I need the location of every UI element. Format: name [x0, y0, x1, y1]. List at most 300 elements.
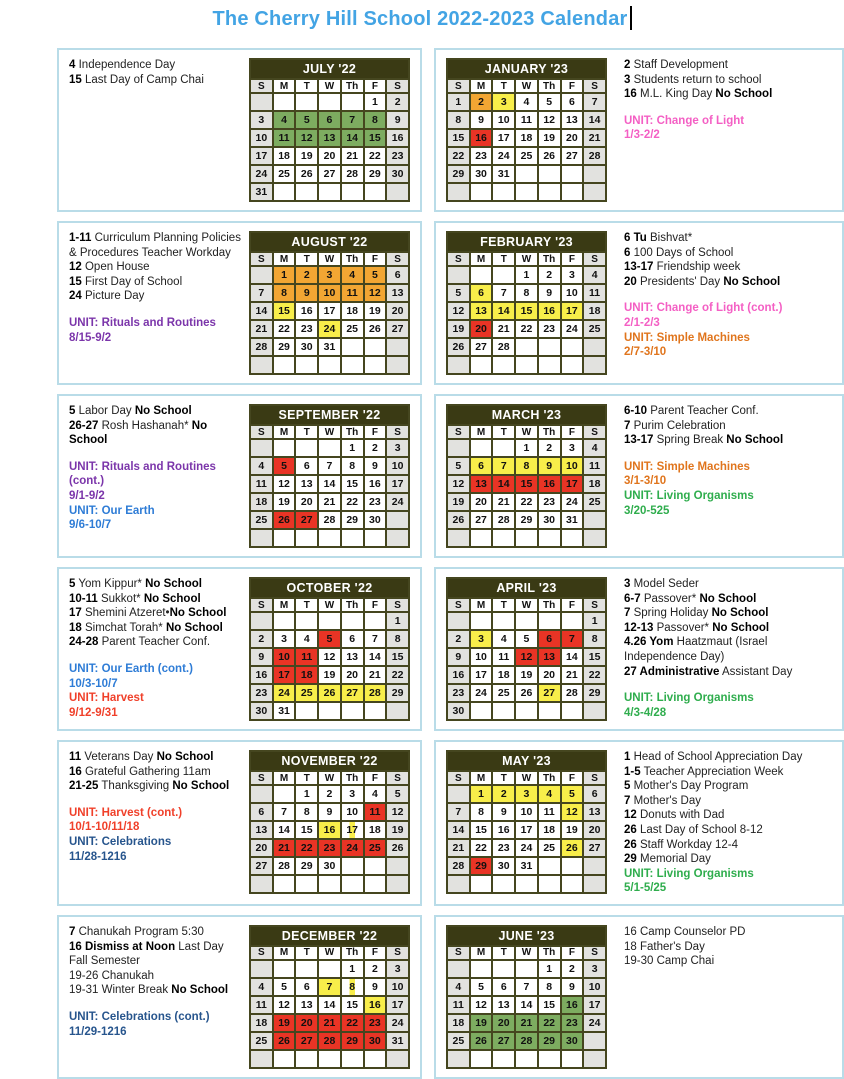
unit-note: UNIT: Our Earth [69, 504, 155, 517]
month-table [446, 577, 607, 721]
day-cell: 24 [273, 684, 296, 702]
day-cell [583, 1050, 606, 1068]
day-cell: 27 [583, 839, 606, 857]
day-cell: 4 [492, 630, 515, 648]
day-cell: 3 [561, 439, 584, 457]
event-note-strong: 21-25 [69, 780, 99, 793]
month-panel-right [434, 740, 844, 906]
day-cell: 19 [386, 821, 409, 839]
day-cell: 23 [318, 839, 341, 857]
week-row [447, 320, 606, 338]
day-cell: 25 [364, 839, 387, 857]
day-cell: 23 [492, 839, 515, 857]
event-note [69, 289, 243, 304]
day-cell: 15 [538, 996, 561, 1014]
day-cell: 21 [492, 493, 515, 511]
day-of-week-header: S [250, 252, 273, 266]
day-cell: 14 [492, 302, 515, 320]
day-cell: 13 [318, 129, 341, 147]
day-cell: 21 [318, 493, 341, 511]
day-of-week-header: Th [341, 771, 364, 785]
day-of-week-header: W [515, 771, 538, 785]
day-cell: 31 [386, 1032, 409, 1050]
day-cell: 13 [250, 821, 273, 839]
day-of-week-header: M [470, 598, 493, 612]
week-row [447, 457, 606, 475]
month-panel-left [57, 221, 422, 385]
day-cell [341, 93, 364, 111]
day-cell [318, 529, 341, 547]
week-row [250, 1032, 409, 1050]
unit-note: UNIT: Living Organisms [624, 489, 754, 502]
day-of-week-header: Th [341, 946, 364, 960]
day-cell: 8 [273, 284, 296, 302]
day-cell: 23 [364, 493, 387, 511]
day-cell: 8 [447, 111, 470, 129]
event-note-text: Haatzmaut (Israel Independence Day) [624, 636, 768, 663]
day-cell: 2 [295, 266, 318, 284]
page-title[interactable]: The Cherry Hill School 2022-2023 Calendar [212, 8, 628, 30]
day-of-week-header: Th [538, 946, 561, 960]
unit-note: UNIT: Celebrations [69, 835, 172, 848]
month-table [446, 58, 607, 202]
event-note-text: M.L. King Day [636, 88, 716, 101]
month-panel-right [434, 567, 844, 731]
event-note-strong: 5 [69, 578, 76, 590]
day-of-week-header: W [515, 252, 538, 266]
unit-note: 9/6-10/7 [69, 519, 112, 532]
week-row [447, 1014, 606, 1032]
day-cell: 8 [538, 978, 561, 996]
day-cell: 9 [364, 978, 387, 996]
day-cell: 4 [447, 978, 470, 996]
day-cell: 16 [447, 666, 470, 684]
day-cell [583, 511, 606, 529]
day-cell [538, 857, 561, 875]
day-cell [515, 702, 538, 720]
week-row [250, 666, 409, 684]
day-of-week-header: S [250, 598, 273, 612]
day-cell: 12 [447, 475, 470, 493]
day-cell: 23 [538, 493, 561, 511]
day-cell [318, 183, 341, 201]
left-notes [69, 231, 249, 375]
week-row [250, 129, 409, 147]
event-note [624, 275, 829, 290]
day-of-week-header: W [318, 598, 341, 612]
day-cell [386, 857, 409, 875]
day-cell: 15 [295, 821, 318, 839]
right-month [446, 925, 607, 1069]
day-cell: 18 [250, 493, 273, 511]
day-cell: 4 [250, 457, 273, 475]
day-cell [250, 785, 273, 803]
day-cell: 20 [386, 302, 409, 320]
event-note [624, 838, 829, 853]
day-cell: 22 [583, 666, 606, 684]
day-cell [561, 338, 584, 356]
day-cell: 10 [341, 803, 364, 821]
event-note-text: Head of School Appreciation Day [630, 751, 803, 763]
day-cell: 18 [538, 821, 561, 839]
month-table [249, 577, 410, 721]
week-row [447, 1050, 606, 1068]
unit-note: UNIT: Change of Light (cont.) [624, 302, 783, 315]
day-of-week-header: S [250, 771, 273, 785]
event-note-text: Veterans Day [81, 751, 157, 763]
day-of-week-header: T [295, 598, 318, 612]
day-cell: 19 [364, 302, 387, 320]
week-row [250, 356, 409, 374]
day-cell: 21 [318, 1014, 341, 1032]
day-cell [515, 338, 538, 356]
day-cell: 28 [318, 511, 341, 529]
day-cell: 26 [318, 684, 341, 702]
day-cell [386, 356, 409, 374]
day-cell [295, 1050, 318, 1068]
event-note-strong: 12-13 [624, 621, 654, 634]
event-note-strong: 16 [624, 88, 637, 101]
week-row [250, 803, 409, 821]
event-note [69, 231, 243, 260]
event-note-text: 19-26 Chanukah [69, 969, 155, 982]
day-cell [561, 183, 584, 201]
month-panel-left [57, 740, 422, 906]
day-cell [583, 183, 606, 201]
unit-note: 10/1-10/11/18 [69, 821, 140, 834]
day-cell [538, 165, 561, 183]
day-cell [515, 356, 538, 374]
day-cell: 5 [561, 785, 584, 803]
left-notes [69, 750, 249, 896]
day-cell: 16 [386, 129, 409, 147]
day-cell: 6 [538, 630, 561, 648]
day-cell: 26 [386, 839, 409, 857]
week-row [250, 630, 409, 648]
day-cell: 23 [470, 147, 493, 165]
day-cell [273, 529, 296, 547]
event-note-strong: No School [711, 607, 769, 620]
day-cell: 28 [364, 684, 387, 702]
week-row [447, 284, 606, 302]
day-cell: 13 [341, 648, 364, 666]
day-cell: 11 [250, 475, 273, 493]
day-cell: 3 [341, 785, 364, 803]
event-note [624, 58, 829, 73]
day-cell: 27 [470, 338, 493, 356]
week-row [250, 147, 409, 165]
day-cell: 18 [447, 1014, 470, 1032]
day-of-week-header: S [386, 425, 409, 439]
day-cell: 18 [515, 129, 538, 147]
event-note-strong: 17 [69, 607, 82, 620]
day-cell: 27 [295, 1032, 318, 1050]
day-cell: 30 [470, 165, 493, 183]
right-month [446, 577, 607, 721]
day-cell: 9 [538, 284, 561, 302]
day-cell: 22 [386, 666, 409, 684]
day-cell: 4 [583, 266, 606, 284]
event-note [624, 823, 829, 838]
day-cell: 21 [364, 666, 387, 684]
week-row [250, 1050, 409, 1068]
day-of-week-header: S [386, 79, 409, 93]
day-of-week-header: Th [341, 598, 364, 612]
event-note [624, 606, 829, 621]
day-cell [470, 529, 493, 547]
day-of-week-header: W [318, 252, 341, 266]
unit-note: 11/28-1216 [69, 850, 127, 863]
week-row [447, 684, 606, 702]
day-cell [470, 702, 493, 720]
event-note [624, 635, 829, 664]
event-note-strong: 7 [624, 794, 631, 807]
day-cell [364, 183, 387, 201]
event-note-text: Students return to school [630, 73, 762, 86]
day-cell [447, 875, 470, 893]
day-cell: 22 [341, 1014, 364, 1032]
day-cell: 21 [583, 129, 606, 147]
day-cell: 30 [318, 857, 341, 875]
day-of-week-header: T [295, 79, 318, 93]
week-row [447, 338, 606, 356]
day-cell: 10 [273, 648, 296, 666]
day-of-week-header: S [250, 79, 273, 93]
day-cell: 20 [470, 493, 493, 511]
day-cell [492, 356, 515, 374]
day-of-week-header: M [273, 771, 296, 785]
day-cell: 13 [386, 284, 409, 302]
day-cell [538, 356, 561, 374]
week-row [447, 612, 606, 630]
day-cell: 5 [273, 978, 296, 996]
day-cell: 7 [318, 457, 341, 475]
day-cell: 12 [364, 284, 387, 302]
day-cell: 21 [561, 666, 584, 684]
day-cell: 16 [250, 666, 273, 684]
unit-note: UNIT: Harvest (cont.) [69, 806, 183, 819]
day-cell: 3 [515, 785, 538, 803]
day-cell [447, 183, 470, 201]
month-panel-left [57, 567, 422, 731]
day-cell [295, 875, 318, 893]
day-of-week-header: M [273, 598, 296, 612]
day-cell: 27 [250, 857, 273, 875]
day-cell: 3 [386, 439, 409, 457]
day-cell [447, 1050, 470, 1068]
day-cell: 8 [515, 457, 538, 475]
left-month [249, 404, 410, 548]
event-note-strong: No School [169, 607, 227, 620]
day-cell: 29 [364, 165, 387, 183]
event-note-strong: 1-11 [69, 232, 92, 244]
day-cell: 15 [447, 129, 470, 147]
day-of-week-header: F [364, 946, 387, 960]
event-note-strong: 29 [624, 853, 637, 866]
day-cell: 1 [386, 612, 409, 630]
day-of-week-header: S [583, 598, 606, 612]
day-of-week-header: Th [538, 771, 561, 785]
day-of-week-header: W [515, 79, 538, 93]
week-row [250, 648, 409, 666]
day-cell: 26 [447, 338, 470, 356]
event-note-text: Passover* [653, 621, 713, 634]
day-cell: 12 [273, 996, 296, 1014]
day-cell: 10 [318, 284, 341, 302]
day-of-week-header: S [386, 252, 409, 266]
unit-note: UNIT: Our Earth (cont.) [69, 662, 193, 675]
event-note [624, 404, 829, 419]
day-cell: 28 [250, 338, 273, 356]
day-cell: 21 [492, 320, 515, 338]
day-of-week-header: F [561, 946, 584, 960]
week-row [447, 493, 606, 511]
event-note [624, 87, 829, 102]
day-cell: 2 [318, 785, 341, 803]
day-of-week-header: M [470, 946, 493, 960]
week-row [250, 684, 409, 702]
day-cell: 10 [515, 803, 538, 821]
day-cell: 7 [250, 284, 273, 302]
right-notes [624, 925, 829, 1069]
week-row [250, 978, 409, 996]
left-month [249, 925, 410, 1069]
day-of-week-header: S [447, 425, 470, 439]
unit-note: 2/1-2/3 [624, 316, 660, 329]
week-row [447, 702, 606, 720]
day-cell: 15 [583, 648, 606, 666]
week-row [447, 302, 606, 320]
day-of-week-header: S [583, 946, 606, 960]
day-cell: 8 [470, 803, 493, 821]
day-cell: 23 [295, 320, 318, 338]
day-cell [386, 338, 409, 356]
week-row [250, 338, 409, 356]
week-row [447, 821, 606, 839]
day-cell: 15 [515, 475, 538, 493]
day-cell [492, 439, 515, 457]
day-cell: 4 [273, 111, 296, 129]
day-of-week-header: M [470, 425, 493, 439]
day-cell: 4 [295, 630, 318, 648]
day-cell: 26 [470, 1032, 493, 1050]
day-of-week-header: T [492, 79, 515, 93]
right-notes [624, 58, 829, 202]
day-cell: 16 [538, 302, 561, 320]
month-panel-right [434, 48, 844, 212]
calendar-row [57, 48, 844, 212]
day-of-week-header: W [318, 425, 341, 439]
event-note [69, 621, 243, 636]
day-cell: 25 [250, 1032, 273, 1050]
day-cell [273, 785, 296, 803]
month-table [249, 231, 410, 375]
day-cell: 3 [273, 630, 296, 648]
day-cell: 12 [470, 996, 493, 1014]
day-cell: 7 [583, 93, 606, 111]
event-note-text: Picture Day [81, 290, 145, 303]
day-cell: 7 [273, 803, 296, 821]
day-cell [447, 439, 470, 457]
day-of-week-header: Th [538, 252, 561, 266]
day-cell: 27 [561, 147, 584, 165]
event-note-strong: 11 [69, 751, 82, 763]
right-month [446, 750, 607, 896]
day-cell [273, 439, 296, 457]
day-cell [561, 702, 584, 720]
day-cell [583, 338, 606, 356]
unit-note: UNIT: Change of Light [624, 114, 745, 127]
day-cell: 21 [250, 320, 273, 338]
day-cell: 20 [295, 1014, 318, 1032]
day-cell: 24 [583, 1014, 606, 1032]
month-title: FEBRUARY '23 [447, 232, 606, 252]
week-row [447, 129, 606, 147]
note-spacer [69, 998, 243, 1010]
day-cell: 28 [515, 1032, 538, 1050]
day-cell: 15 [515, 302, 538, 320]
day-of-week-header: Th [538, 598, 561, 612]
day-cell: 8 [583, 630, 606, 648]
event-note-strong: No School [165, 621, 223, 634]
day-cell: 17 [386, 996, 409, 1014]
day-cell: 6 [250, 803, 273, 821]
day-cell [364, 702, 387, 720]
week-row [447, 111, 606, 129]
month-title: JANUARY '23 [447, 59, 606, 79]
day-cell [273, 1050, 296, 1068]
day-cell: 10 [250, 129, 273, 147]
event-note-text: Bishvat* [646, 232, 693, 244]
day-cell: 28 [341, 165, 364, 183]
day-cell: 27 [386, 320, 409, 338]
day-cell: 30 [561, 1032, 584, 1050]
day-cell [538, 529, 561, 547]
day-cell: 5 [447, 284, 470, 302]
day-of-week-header: F [561, 771, 584, 785]
event-note [624, 779, 829, 794]
day-cell: 8 [295, 803, 318, 821]
day-cell: 10 [470, 648, 493, 666]
day-cell: 30 [447, 702, 470, 720]
day-cell: 20 [492, 1014, 515, 1032]
event-note-strong: 5 [624, 780, 631, 793]
week-row [447, 183, 606, 201]
day-cell: 11 [341, 284, 364, 302]
week-row [250, 284, 409, 302]
day-cell: 28 [561, 684, 584, 702]
week-row [447, 666, 606, 684]
day-cell: 10 [583, 978, 606, 996]
day-cell: 12 [295, 129, 318, 147]
day-cell: 4 [538, 785, 561, 803]
unit-note: UNIT: Simple Machines [624, 331, 750, 344]
day-cell [386, 875, 409, 893]
month-table [249, 750, 410, 894]
right-notes [624, 404, 829, 548]
day-cell [364, 338, 387, 356]
calendar-row [57, 915, 844, 1079]
event-note-text: Friendship week [653, 261, 741, 274]
event-note-strong: 18 [69, 621, 82, 634]
month-panel-right [434, 915, 844, 1079]
day-cell: 11 [538, 803, 561, 821]
day-cell: 10 [561, 284, 584, 302]
day-cell: 14 [492, 475, 515, 493]
day-cell: 2 [538, 439, 561, 457]
day-cell [492, 960, 515, 978]
day-of-week-header: S [583, 79, 606, 93]
